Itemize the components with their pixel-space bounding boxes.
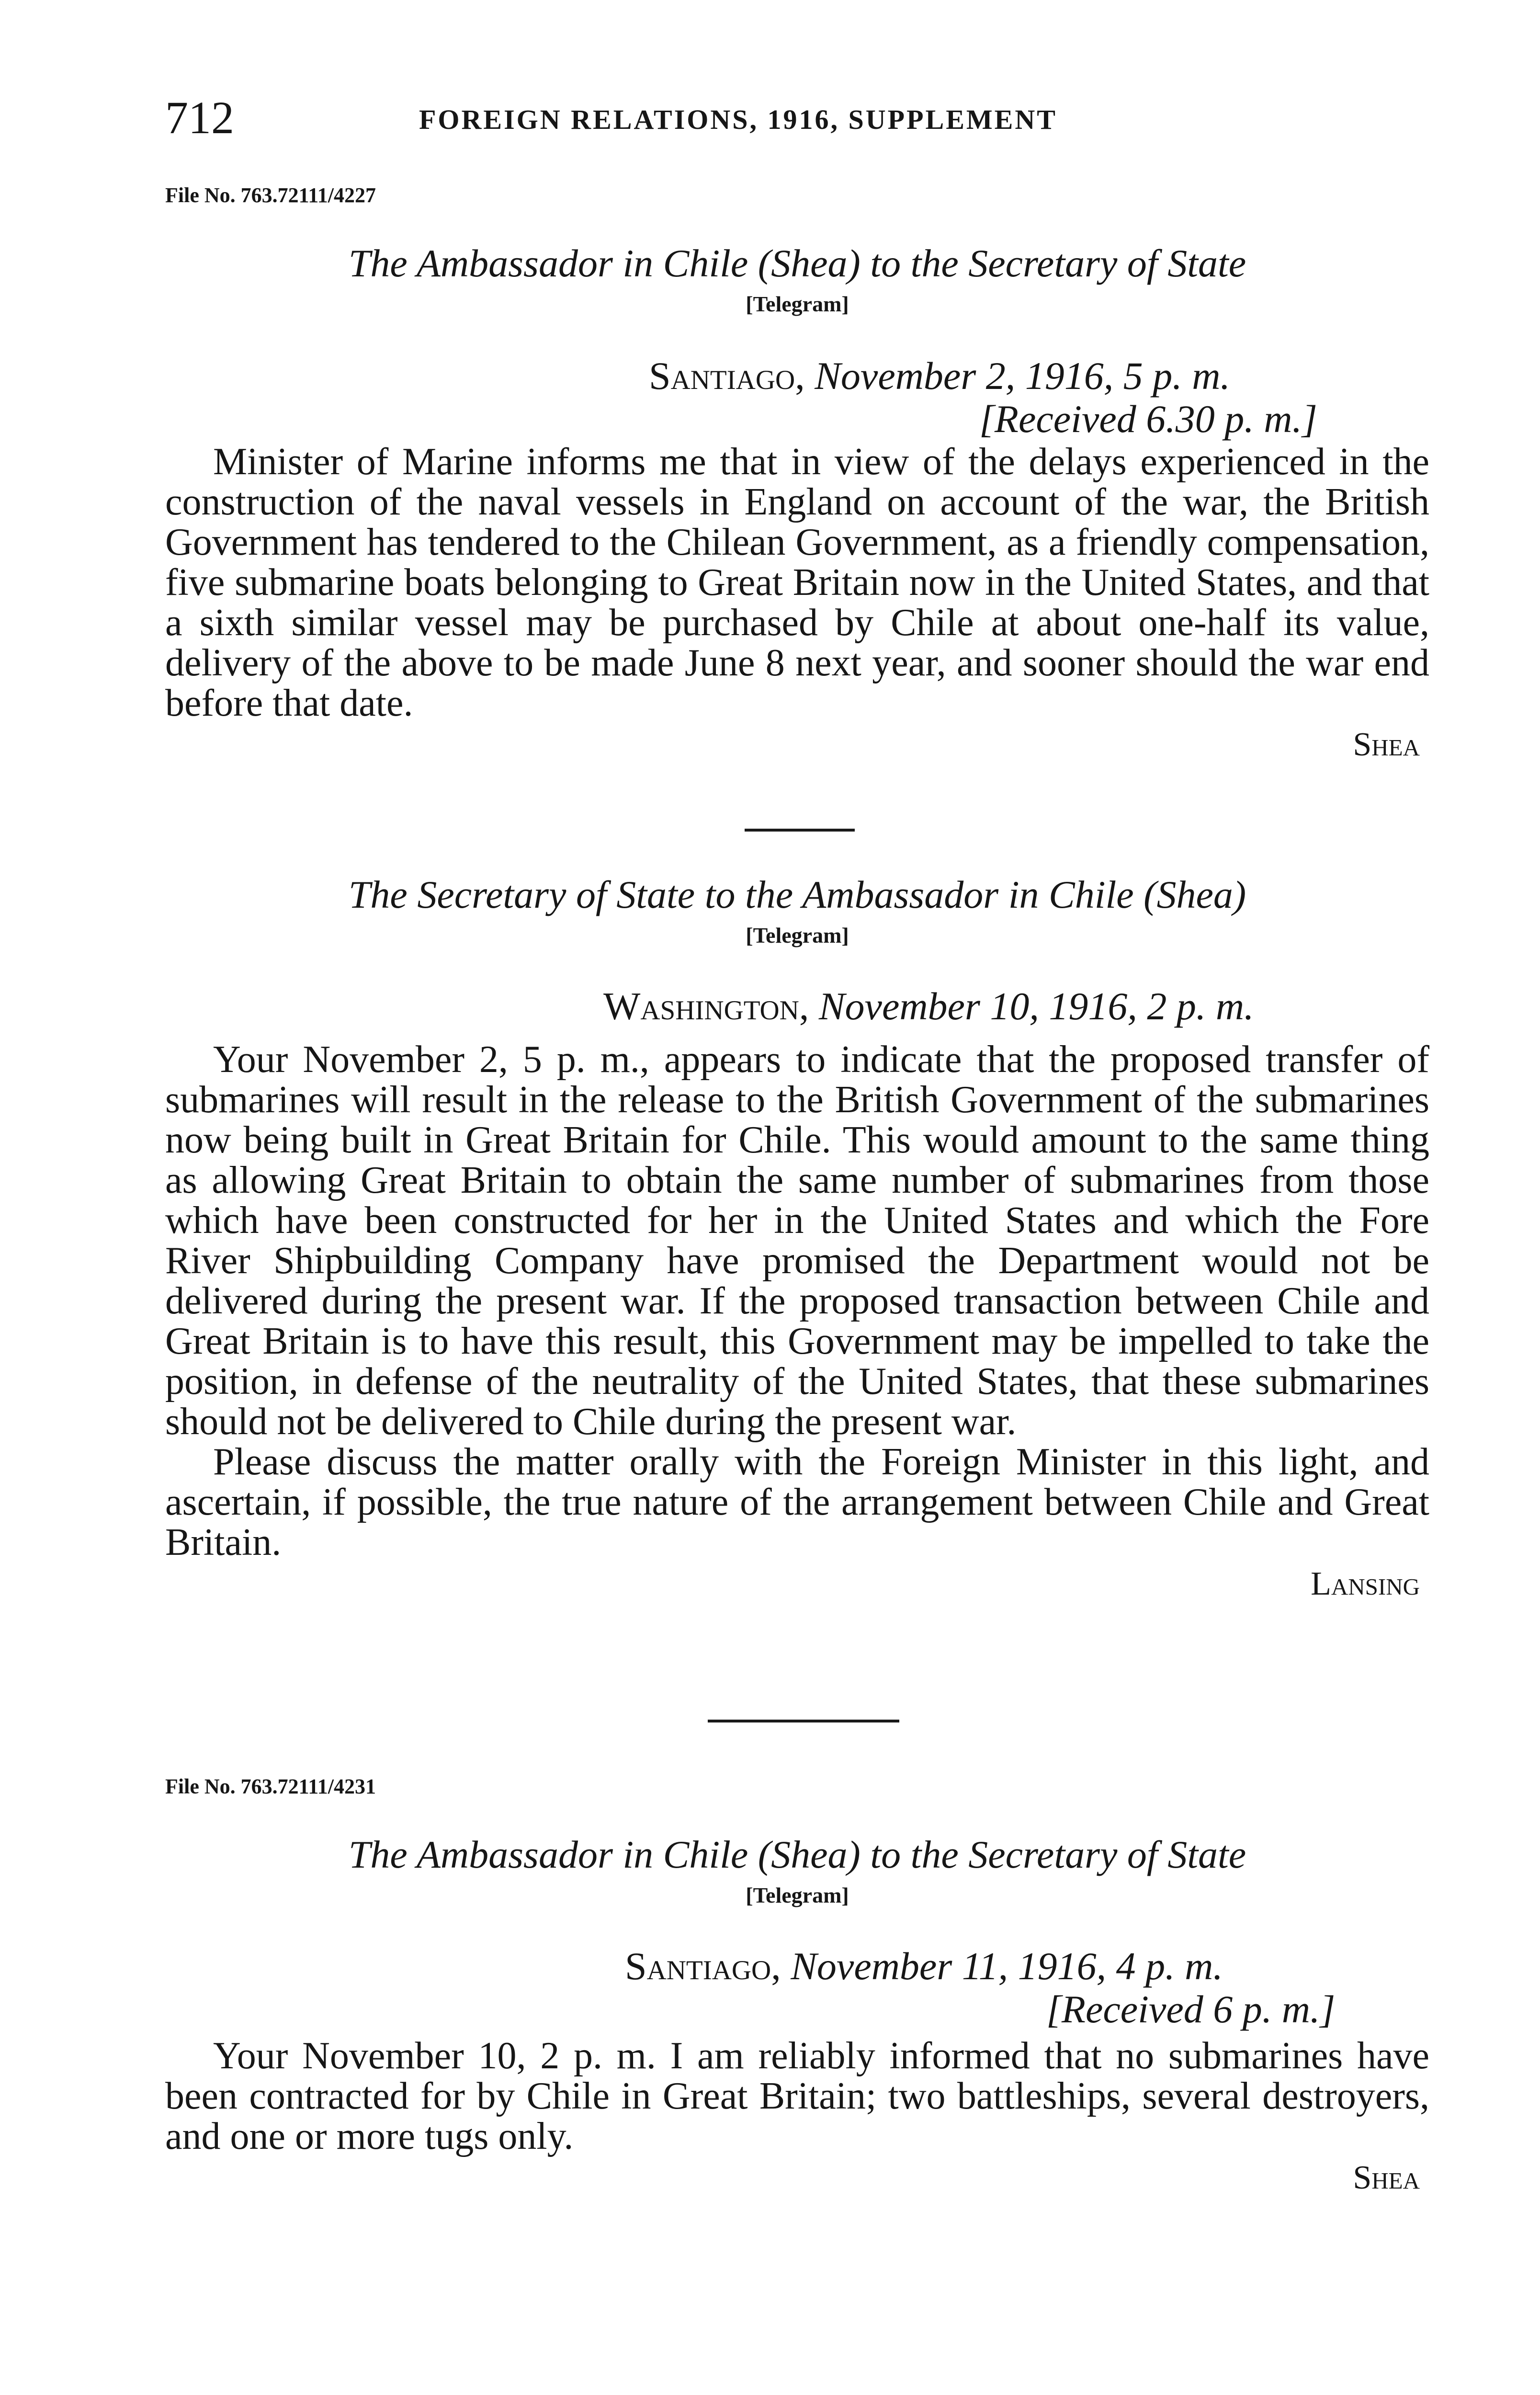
file-number: File No. 763.72111/4227 bbox=[165, 183, 376, 207]
received-note: [Received 6 p. m.] bbox=[1046, 1987, 1336, 2031]
dateline-place: Washington, bbox=[603, 984, 809, 1028]
dateline bbox=[165, 354, 1429, 398]
dateline-date: November 11, 1916, 4 p. m. bbox=[791, 1944, 1223, 1988]
page-number: 712 bbox=[165, 92, 234, 143]
dateline bbox=[165, 985, 1429, 1028]
document-kind: [Telegram] bbox=[746, 292, 849, 316]
page-header bbox=[165, 89, 1429, 147]
document-2-body bbox=[165, 1039, 1429, 1606]
dateline bbox=[165, 1945, 1429, 1988]
document-1-heading bbox=[165, 240, 1429, 321]
received-note: [Received 6.30 p. m.] bbox=[979, 397, 1317, 441]
document-title: The Secretary of State to the Ambassador in Chile (Shea) bbox=[348, 873, 1246, 916]
signature: Shea bbox=[1353, 2159, 1420, 2196]
document-1-body bbox=[165, 442, 1429, 766]
dateline-place: Santiago, bbox=[649, 354, 805, 398]
body-paragraph: Please discuss the matter orally with the Foreign Minister in this light, and ascertain, if possible, the true nature of the arrangement between Chile and Great Britain. bbox=[165, 1441, 1429, 1563]
body-paragraph: Your November 2, 5 p. m., appears to indicate that the proposed transfer of submarines will result in the release to the British Government of the submarines now being built in Great Britain for Chile. This would amount to the same thing as allowing Great Britain to obtain the same number of submarines from those which have been constructed for her in the United States and which the Fore River Shipbuilding Company have promised the Department would not be delivered during the present war. If the proposed transaction between Chile and Great Britain is to have this result, this Government may be impelled to take the position, in defense of the neutrality of the United States, that these submarines should not be delivered to Chile during the present war. bbox=[165, 1038, 1429, 1443]
running-title: FOREIGN RELATIONS, 1916, SUPPLEMENT bbox=[419, 104, 1057, 135]
dateline-date: November 10, 1916, 2 p. m. bbox=[818, 984, 1254, 1028]
document-kind: [Telegram] bbox=[746, 923, 849, 947]
document-kind: [Telegram] bbox=[746, 1883, 849, 1907]
file-number: File No. 763.72111/4231 bbox=[165, 1775, 376, 1798]
body-paragraph: Your November 10, 2 p. m. I am reliably informed that no submarines have been contracted for by Chile in Great Britain; two battleships, several destroyers, and one or more tugs only. bbox=[165, 2035, 1429, 2157]
document-title: The Ambassador in Chile (Shea) to the Secretary of State bbox=[348, 241, 1246, 285]
document-1 bbox=[165, 181, 1429, 210]
dateline-date: November 2, 1916, 5 p. m. bbox=[815, 354, 1230, 398]
document-2-dateline bbox=[165, 985, 1429, 1028]
signature: Shea bbox=[1353, 726, 1420, 763]
document-3-heading bbox=[165, 1831, 1429, 1912]
document-3-dateline bbox=[165, 1945, 1429, 2031]
dateline-place: Santiago, bbox=[625, 1944, 781, 1988]
document-3-body bbox=[165, 2036, 1429, 2200]
signature: Lansing bbox=[1311, 1565, 1420, 1602]
document-3 bbox=[165, 1772, 1429, 1801]
document-title: The Ambassador in Chile (Shea) to the Secretary of State bbox=[348, 1833, 1246, 1876]
body-paragraph: Minister of Marine informs me that in view of the delays experienced in the construction of the naval vessels in England on account of the war, the British Government has tendered to the Chilean Government, as a friendly compensation, five submarine boats belonging to Great Britain now in the United States, and that a sixth similar vessel may be purchased by Chile at about one-half its value, delivery of the above to be made June 8 next year, and sooner should the war end before that date. bbox=[165, 441, 1429, 724]
section-divider bbox=[745, 829, 855, 832]
document-2-heading bbox=[165, 871, 1429, 952]
document-1-dateline bbox=[165, 354, 1429, 441]
section-divider bbox=[708, 1720, 899, 1722]
